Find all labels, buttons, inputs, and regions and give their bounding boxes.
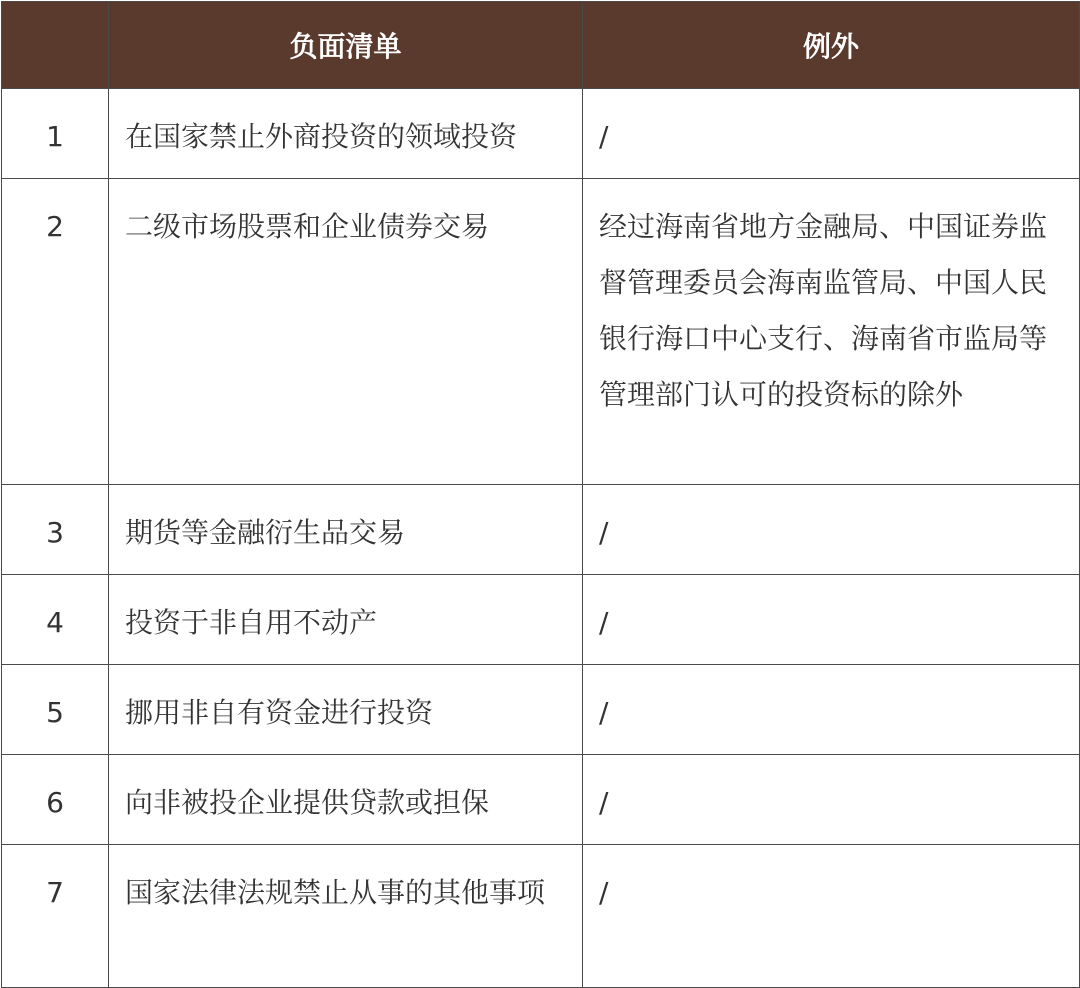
row-exception: / (583, 845, 1080, 988)
table-row (2, 845, 1080, 988)
table-header-row (2, 2, 1080, 89)
table-row (2, 665, 1080, 755)
row-exception: 经过海南省地方金融局、中国证券监督管理委员会海南监管局、中国人民银行海口中心支行、海南省市监局等管理部门认可的投资标的除外 (583, 179, 1080, 485)
row-number: 1 (2, 89, 109, 179)
row-item: 期货等金融衍生品交易 (109, 485, 583, 575)
row-exception: / (583, 485, 1080, 575)
table-row (2, 755, 1080, 845)
row-number: 2 (2, 179, 109, 485)
row-number: 7 (2, 845, 109, 988)
row-number: 3 (2, 485, 109, 575)
negative-list-table (1, 1, 1080, 988)
row-number: 4 (2, 575, 109, 665)
row-exception: / (583, 755, 1080, 845)
row-number: 6 (2, 755, 109, 845)
table-row (2, 575, 1080, 665)
header-exception: 例外 (583, 2, 1080, 89)
row-item: 二级市场股票和企业债券交易 (109, 179, 583, 485)
row-item: 国家法律法规禁止从事的其他事项 (109, 845, 583, 988)
row-item: 在国家禁止外商投资的领域投资 (109, 89, 583, 179)
table-row (2, 485, 1080, 575)
row-exception: / (583, 575, 1080, 665)
header-number (2, 2, 109, 89)
header-negative-list: 负面清单 (109, 2, 583, 89)
row-exception: / (583, 89, 1080, 179)
table-row (2, 179, 1080, 485)
row-item: 向非被投企业提供贷款或担保 (109, 755, 583, 845)
row-item: 挪用非自有资金进行投资 (109, 665, 583, 755)
table-row (2, 89, 1080, 179)
row-item: 投资于非自用不动产 (109, 575, 583, 665)
row-number: 5 (2, 665, 109, 755)
row-exception: / (583, 665, 1080, 755)
